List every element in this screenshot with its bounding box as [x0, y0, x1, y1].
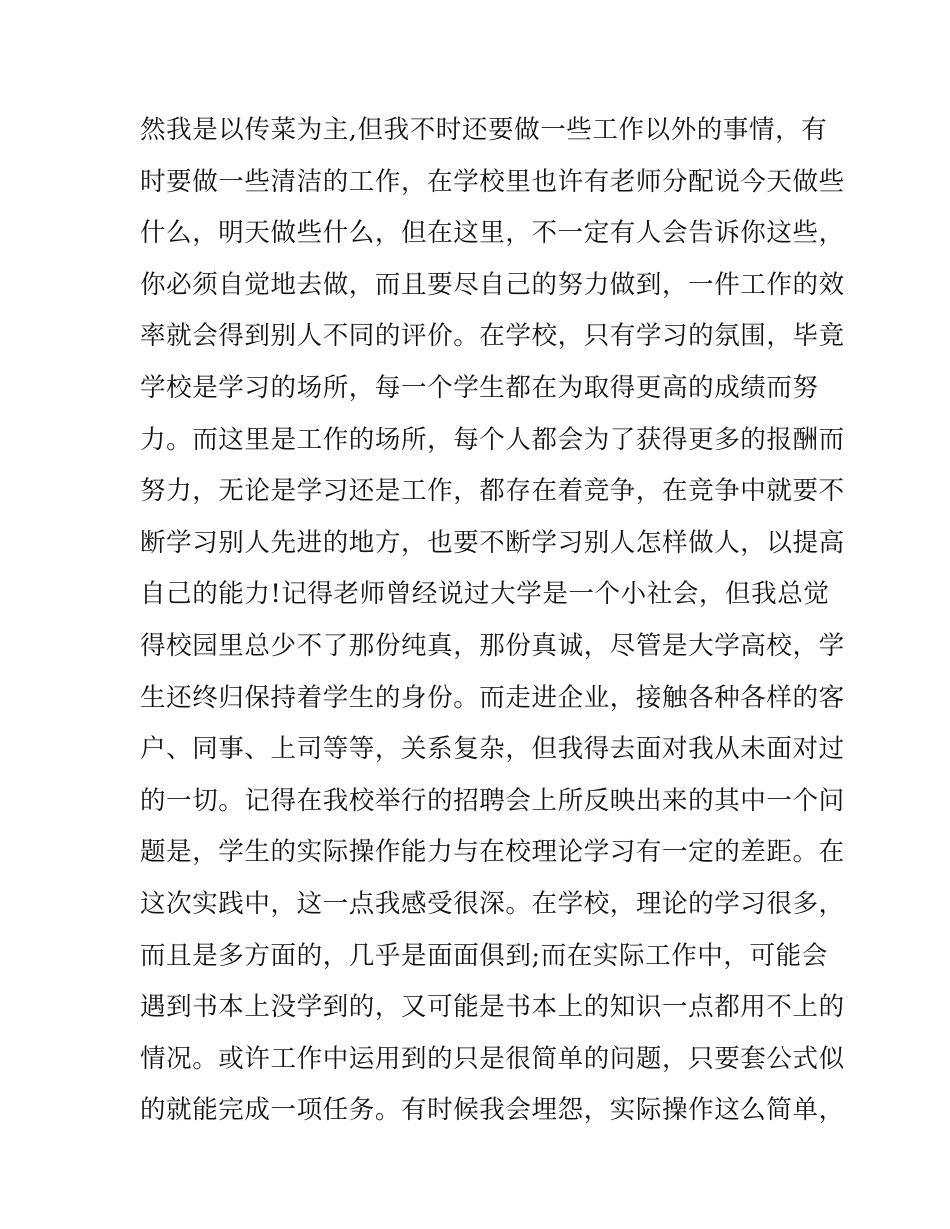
text-line-12: 生还终归保持着学生的身份。而走进企业，接触各种各样的客 — [140, 682, 845, 713]
text-line-19: 情况。或许工作中运用到的只是很简单的问题，只要套公式似 — [140, 1043, 845, 1074]
text-line-2: 时要做一些清洁的工作，在学校里也许有老师分配说今天做些 — [140, 166, 845, 197]
text-line-18: 遇到书本上没学到的，又可能是书本上的知识一点都用不上的 — [140, 992, 845, 1023]
text-line-3: 什么，明天做些什么，但在这里，不一定有人会告诉你这些， — [140, 218, 845, 249]
text-line-9: 断学习别人先进的地方，也要不断学习别人怎样做人，以提高 — [140, 527, 845, 558]
body-text — [140, 110, 845, 1142]
text-line-8: 努力，无论是学习还是工作，都存在着竞争，在竞争中就要不 — [140, 476, 845, 507]
text-line-10: 自己的能力!记得老师曾经说过大学是一个小社会，但我总觉 — [140, 579, 830, 610]
text-line-17: 而且是多方面的，几乎是面面俱到;而在实际工作中，可能会 — [140, 940, 828, 971]
text-line-16: 这次实践中，这一点我感受很深。在学校，理论的学习很多， — [140, 888, 845, 919]
text-line-4: 你必须自觉地去做，而且要尽自己的努力做到，一件工作的效 — [140, 269, 845, 300]
text-line-1: 然我是以传菜为主,但我不时还要做一些工作以外的事情，有 — [140, 115, 828, 145]
text-line-7: 力。而这里是工作的场所，每个人都会为了获得更多的报酬而 — [140, 424, 845, 455]
text-line-14: 的一切。记得在我校举行的招聘会上所反映出来的其中一个问 — [140, 785, 845, 816]
text-line-20: 的就能完成一项任务。有时候我会埋怨，实际操作这么简单， — [140, 1095, 845, 1126]
text-line-6: 学校是学习的场所，每一个学生都在为取得更高的成绩而努 — [140, 372, 819, 403]
text-line-5: 率就会得到别人不同的评价。在学校，只有学习的氛围，毕竟 — [140, 321, 845, 352]
text-line-11: 得校园里总少不了那份纯真，那份真诚，尽管是大学高校，学 — [140, 630, 845, 661]
text-line-13: 户、同事、上司等等，关系复杂，但我得去面对我从未面对过 — [140, 734, 845, 765]
text-line-15: 题是，学生的实际操作能力与在校理论学习有一定的差距。在 — [140, 837, 845, 868]
